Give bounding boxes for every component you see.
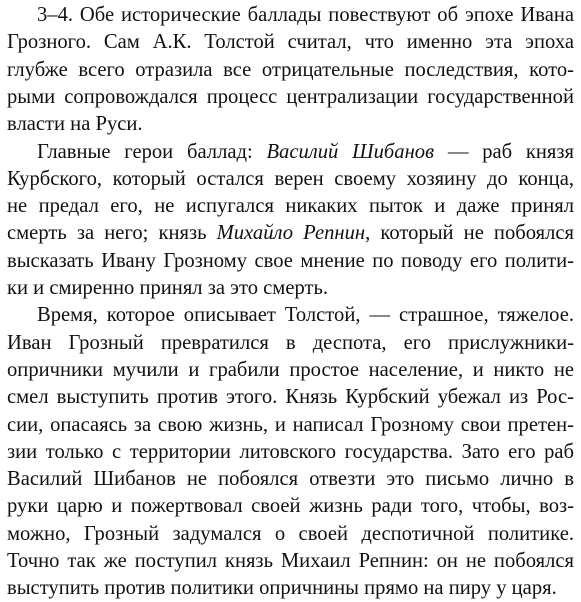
text-run: рыми сопровождался процесс централизации государственной <box>7 85 574 108</box>
text-line <box>7 411 574 439</box>
text-run: сии, опасаясь за свою жизнь, и написал Грозному свои претен- <box>7 413 574 436</box>
text-run: можно, Грозный задумался о своей деспотичной политике. <box>7 522 574 545</box>
text-run: 3–4. Обе исторические баллады повествуют об эпохе Ивана <box>37 4 574 26</box>
text-run: Василий Шибанов не побоялся отвезти это письмо лично в <box>7 468 574 491</box>
text-line <box>7 329 574 357</box>
text-line <box>7 28 574 56</box>
text-run: Грозного. Сам А.К. Толстой считал, что именно эта эпоха <box>7 31 574 54</box>
text-line <box>7 219 574 247</box>
text-line <box>7 247 574 275</box>
text-line <box>37 301 574 329</box>
text-run: ки и смиренно принял за это смерть. <box>7 277 329 299</box>
text-line <box>7 192 574 220</box>
text-run: , который не побоялся <box>365 222 574 245</box>
text-line <box>37 1 574 29</box>
text-line <box>7 110 574 138</box>
text-line <box>7 356 574 384</box>
text-run: Точно так же поступил князь Михаил Репнин: он не побоялся <box>7 550 574 572</box>
text-line <box>7 574 574 602</box>
text-line <box>37 138 574 166</box>
text-line <box>7 438 574 466</box>
text-run: выступить против политики опричнины прямо на пиру у царя. <box>7 577 557 600</box>
text-run: высказать Ивану Грозному свое мнение по поводу его полити- <box>7 249 574 272</box>
italic-name: Михайло Репнин <box>216 222 366 245</box>
text-run: руки царю и пожертвовал своей жизнь ради того, чтобы, воз- <box>7 495 574 518</box>
text-run: зии только с территории литовского государства. Зато его раб <box>7 440 574 463</box>
text-run: смерть за него; князь <box>7 222 217 245</box>
text-run: не предал его, не испугался никаких пыток и даже принял <box>7 195 574 218</box>
text-run: — раб князя <box>434 140 574 163</box>
text-line <box>7 56 574 84</box>
text-line <box>7 274 574 302</box>
text-line <box>7 83 574 111</box>
text-line <box>7 383 574 411</box>
text-line <box>7 547 574 575</box>
text-run: опричники мучили и грабили простое население, и никто не <box>7 358 574 381</box>
text-line <box>7 165 574 193</box>
italic-name: Василий Шибанов <box>266 140 435 163</box>
text-run: Время, которое описывает Толстой, — страшное, тяжелое. <box>37 304 574 327</box>
text-run: Главные герои баллад: <box>37 140 267 163</box>
text-run: смел выступить против этого. Князь Курбский убежал из Рос- <box>7 386 574 409</box>
text-line <box>7 492 574 520</box>
text-run: глубже всего отразила все отрицательные последствия, кото- <box>7 58 574 81</box>
text-line <box>7 520 574 548</box>
text-run: Иван Грозный превратился в деспота, его прислужники- <box>7 331 574 354</box>
text-run: Курбского, который остался верен своему хозяину до конца, <box>7 167 574 190</box>
text-line <box>7 465 574 493</box>
text-run: власти на Руси. <box>7 113 143 136</box>
